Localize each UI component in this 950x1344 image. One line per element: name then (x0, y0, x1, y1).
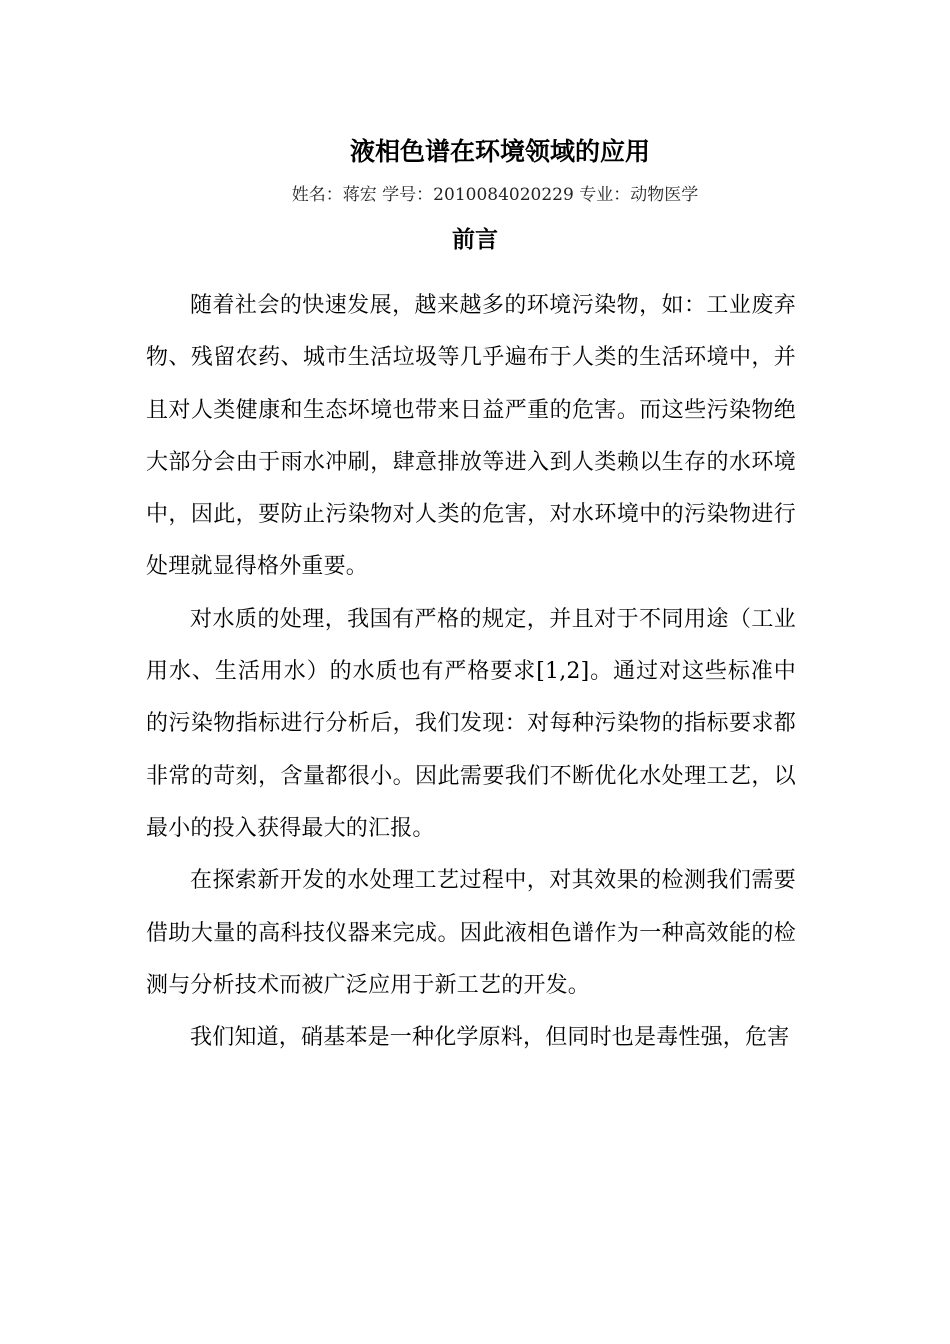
author-info: 姓名：蒋宏 学号：2010084020229 专业：动物医学 (291, 185, 699, 205)
section-heading: 前言 (452, 226, 498, 253)
paragraph-2: 对水质的处理，我国有严格的规定，并且对于不同用途（工业用水、生活用水）的水质也有严格要求[1,2]。通过对这些标准中的污染物指标进行分析后，我们发现：对每种污染物的指标要求都非常的苛刻，含量都很小。因此需要我们不断优化水处理工艺，以最小的投入获得最大的汇报。 (146, 606, 796, 841)
body-text (146, 280, 796, 1064)
paragraph-1: 随着社会的快速发展，越来越多的环境污染物，如：工业废弃物、残留农药、城市生活垃圾等几乎遍布于人类的生活环境中，并且对人类健康和生态坏境也带来日益严重的危害。而这些污染物绝大部分会由于雨水冲刷，肆意排放等进入到人类赖以生存的水环境中，因此，要防止污染物对人类的危害，对水环境中的污染物进行处理就显得格外重要。 (146, 293, 796, 580)
document-title: 液相色谱在环境领域的应用 (349, 137, 650, 166)
paragraph-3: 在探索新开发的水处理工艺过程中，对其效果的检测我们需要借助大量的高科技仪器来完成。因此液相色谱作为一种高效能的检测与分析技术而被广泛应用于新工艺的开发。 (146, 868, 796, 998)
paragraph-4: 我们知道，硝基苯是一种化学原料，但同时也是毒性强，危害 (190, 1025, 790, 1051)
